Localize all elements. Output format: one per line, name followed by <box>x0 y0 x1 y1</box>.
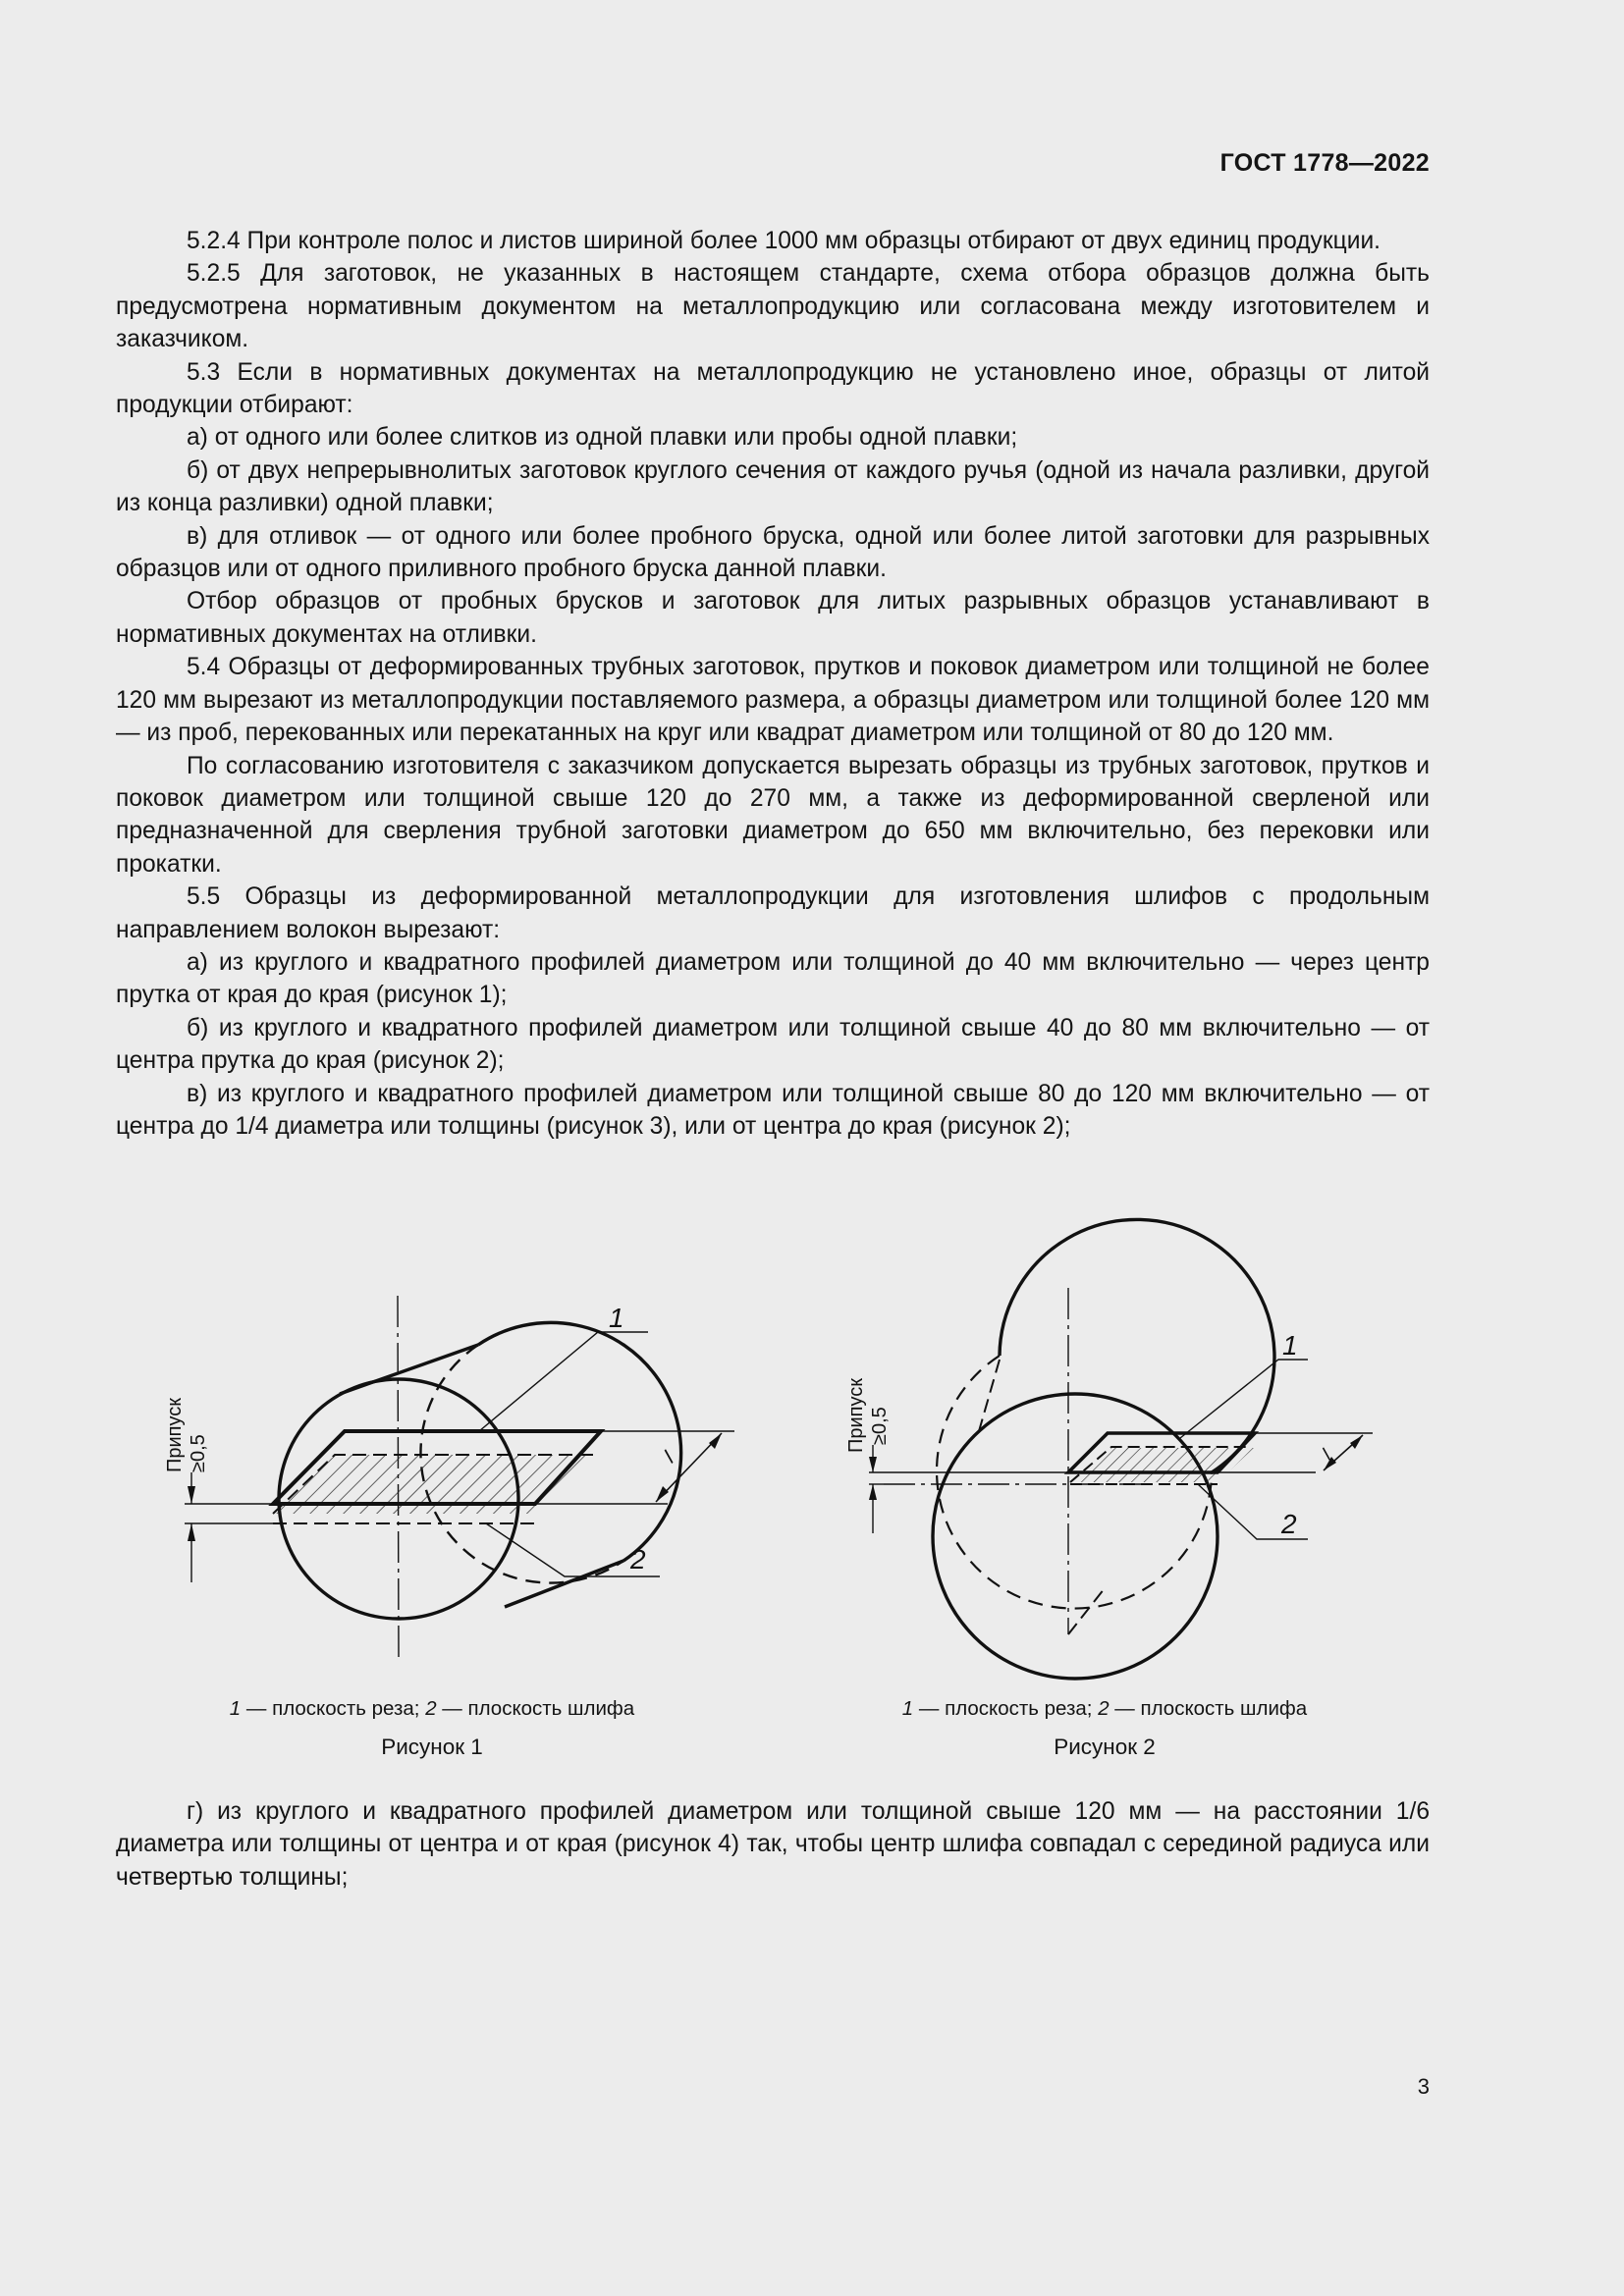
back-circle <box>478 1322 681 1561</box>
paragraph: г) из круглого и квадратного профилей диаметром или толщиной свыше 120 мм — на расстоянии 1/6 диаметра или толщины от центра и от края (рисунок 4) так, чтобы центр шлифа совпадал с серединой радиуса или четвертью толщины; <box>116 1798 1430 1891</box>
figure-2-drawing <box>825 1276 1414 1688</box>
body-text-bottom <box>116 1795 1430 1894</box>
dimension-arrow <box>869 1484 877 1500</box>
allowance-label: Припуск <box>845 1377 867 1453</box>
dimension-arrow <box>709 1433 722 1449</box>
allowance-value: ≥0,5 <box>188 1434 209 1472</box>
paragraph: в) для отливок — от одного или более пробного бруска, одной или более литой заготовки для разрывных образцов или от одного приливного пробного бруска данной плавки. <box>116 522 1430 583</box>
paragraph: 5.2.4 При контроле полос и листов шириной более 1000 мм образцы отбирают от двух единиц продукции. <box>187 228 1381 254</box>
figure-1-drawing <box>147 1276 736 1688</box>
figure-2 <box>825 1276 1414 1787</box>
allowance-value: ≥0,5 <box>869 1407 891 1445</box>
callout-2: 2 <box>630 1544 646 1575</box>
hidden-edge <box>1068 1588 1105 1634</box>
figure-1-caption: Рисунок 1 <box>381 1735 483 1759</box>
paragraph: 5.3 Если в нормативных документах на металлопродукцию не установлено иное, образцы от литой продукции отбирают: <box>116 358 1430 419</box>
document-header: ГОСТ 1778—2022 <box>1219 149 1430 177</box>
allowance-label: Припуск <box>164 1397 186 1472</box>
figure-1-legend <box>137 1697 727 1721</box>
paragraph: 5.5 Образцы из деформированной металлопродукции для изготовления шлифов с продольным направлением волокон вырезают: <box>116 883 1430 943</box>
callout-2: 2 <box>1281 1509 1297 1539</box>
paragraph: в) из круглого и квадратного профилей диаметром или толщиной свыше 80 до 120 мм включительно — от центра до 1/4 диаметра или толщины (рисунок 3), или от центра до края (рисунок 2); <box>116 1080 1430 1140</box>
legend-number: 1 <box>229 1697 242 1720</box>
legend-number: 2 <box>1098 1697 1110 1720</box>
dimension-arrow <box>188 1523 195 1541</box>
dimension-arrow <box>188 1486 195 1504</box>
paragraph: 5.4 Образцы от деформированных трубных заготовок, прутков и поковок диаметром или толщиной не более 120 мм вырезают из металлопродукции поставляемого размера, а образцы диаметром или толщиной более 120 мм — из проб, перекованных или перекатанных на круг или квадрат диаметром или толщиной от 80 до 120 мм. <box>116 654 1430 747</box>
body-text-top <box>116 225 1430 1143</box>
legend-number: 1 <box>901 1697 914 1720</box>
width-label: l <box>1319 1445 1335 1465</box>
legend-number: 2 <box>425 1697 437 1720</box>
paragraph: б) от двух непрерывнолитых заготовок круглого сечения от каждого ручья (одной из начала разливки, другой из конца разливки) одной плавки; <box>116 456 1430 517</box>
dimension-arrow <box>1350 1435 1363 1449</box>
cylinder-edge-bottom <box>505 1561 623 1607</box>
callout-1: 1 <box>1282 1330 1298 1361</box>
paragraph: По согласованию изготовителя с заказчиком допускается вырезать образцы из трубных заготовок, прутков и поковок диаметром или толщиной свыше 120 до 270 мм, а также из деформированной сверленой или предназначенной для сверления трубной заготовки диаметром до 650 мм включительно, без перековки или прокатки. <box>116 752 1430 878</box>
legend-text: — плоскость шлифа <box>436 1697 635 1720</box>
front-circle <box>933 1394 1218 1679</box>
legend-text: — плоскость реза; <box>913 1697 1099 1720</box>
paragraph: 5.2.5 Для заготовок, не указанных в настоящем стандарте, схема отбора образцов должна быть предусмотрена нормативным документом на металлопродукцию или согласована между изготовителем и заказчиком. <box>116 260 1430 353</box>
dimension-arrow <box>656 1486 669 1502</box>
width-label: l <box>660 1447 678 1468</box>
paragraph: б) из круглого и квадратного профилей диаметром или толщиной свыше 40 до 80 мм включительно — от центра прутка до края (рисунок 2); <box>116 1014 1430 1075</box>
paragraph: а) от одного или более слитков из одной плавки или пробы одной плавки; <box>187 424 1018 452</box>
callout-1: 1 <box>609 1303 624 1333</box>
legend-text: — плоскость реза; <box>241 1697 426 1720</box>
figure-2-legend <box>810 1697 1399 1721</box>
leader-line-1 <box>1180 1360 1308 1438</box>
legend-text: — плоскость шлифа <box>1109 1697 1308 1720</box>
figure-2-caption: Рисунок 2 <box>1054 1735 1156 1759</box>
leader-line-1 <box>479 1332 648 1431</box>
paragraph: Отбор образцов от пробных брусков и заготовок для литых разрывных образцов устанавливают в нормативных документах на отливки. <box>116 588 1430 648</box>
dimension-arrow <box>869 1457 877 1472</box>
page-number: 3 <box>1417 2074 1430 2099</box>
paragraph: а) из круглого и квадратного профилей диаметром или толщиной до 40 мм включительно — через центр прутка от края до края (рисунок 1); <box>116 948 1430 1009</box>
figure-1 <box>147 1276 736 1787</box>
